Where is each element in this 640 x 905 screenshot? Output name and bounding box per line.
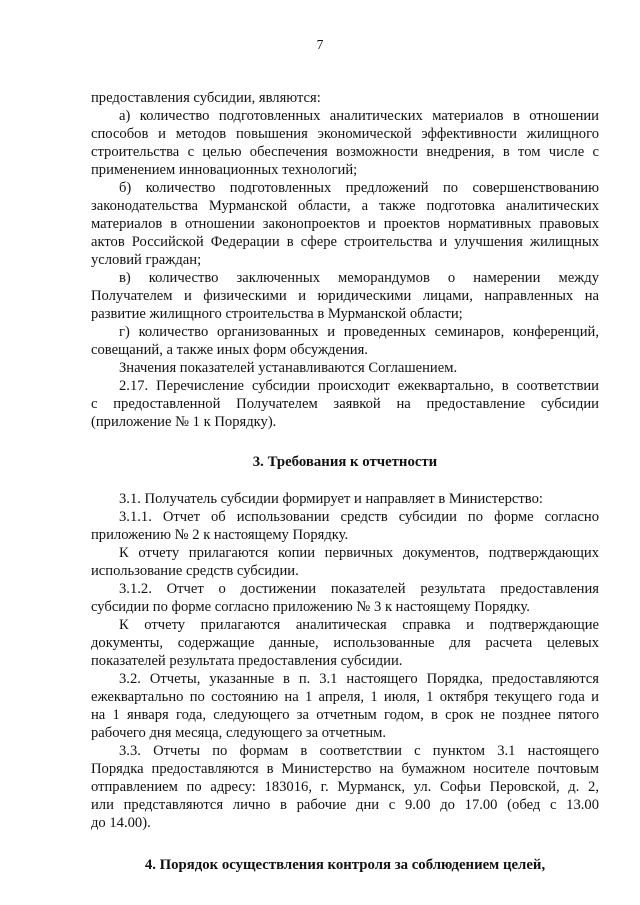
- paragraph-3-1-1-attachments: [91, 544, 599, 580]
- text-line: предоставления субсидии, являются:: [91, 90, 321, 106]
- text-line: строительства с целью обеспечения возможности внедрения, в том числе с: [91, 144, 599, 160]
- text-line: К отчету прилагаются аналитическая справка и подтверждающие: [119, 617, 599, 633]
- text-line: отправлением по адресу: 183016, г. Мурманск, ул. Софьи Перовской, д. 2,: [91, 779, 599, 795]
- text-line: использование средств субсидии.: [91, 563, 299, 579]
- paragraph-item-a: [91, 107, 599, 179]
- text-line: условий граждан;: [91, 252, 202, 268]
- text-line: субсидии по форме согласно приложению № 3 к настоящему Порядку.: [91, 599, 530, 615]
- text-line: ежеквартально по состоянию на 1 апреля, 1 июля, 1 октября текущего года и: [91, 689, 599, 705]
- text-line: 3.1.2. Отчет о достижении показателей результата предоставления: [119, 581, 599, 597]
- paragraph-2-17: [91, 377, 599, 431]
- text-line: актов Российской Федерации в сфере строительства и улучшения жилищных: [91, 234, 599, 250]
- text-line: приложению № 2 к настоящему Порядку.: [91, 527, 349, 543]
- page-number: 7: [316, 37, 324, 52]
- text-line: способов и методов повышения экономической эффективности жилищного: [91, 126, 599, 142]
- text-line: показателей результата предоставления субсидии.: [91, 653, 403, 669]
- paragraph-3-1: [91, 490, 599, 508]
- document-body: [91, 89, 599, 874]
- text-line: Значения показателей устанавливаются Соглашением.: [119, 360, 458, 376]
- text-line: 3.2. Отчеты, указанные в п. 3.1 настоящего Порядка, предоставляются: [119, 671, 599, 687]
- paragraph-item-b: [91, 179, 599, 269]
- text-line: документы, содержащие данные, использованные для расчета целевых: [91, 635, 599, 651]
- paragraph-item-v: [91, 269, 599, 323]
- paragraph-3-3: [91, 742, 599, 832]
- text-line: Порядка предоставляются в Министерство на бумажном носителе почтовым: [91, 761, 599, 777]
- paragraph-3-1-2: [91, 580, 599, 616]
- text-line: Получателем и физическими и юридическими лицами, направленных на: [91, 288, 599, 304]
- text-line: рабочего дня месяца, следующего за отчетным.: [91, 725, 386, 741]
- text-line: а) количество подготовленных аналитических материалов в отношении: [119, 108, 599, 124]
- text-line: с предоставленной Получателем заявкой на предоставление субсидии: [91, 396, 599, 412]
- text-line: в) количество заключенных меморандумов о намерении между: [119, 270, 599, 286]
- text-line: развитие жилищного строительства в Мурманской области;: [91, 306, 463, 322]
- text-line: 3.3. Отчеты по формам в соответствии с пунктом 3.1 настоящего: [119, 743, 599, 759]
- text-line: материалов в отношении законопроектов и проектов нормативных правовых: [91, 216, 599, 232]
- paragraph-intro: [91, 89, 599, 107]
- section-3-heading: 3. Требования к отчетности: [252, 454, 438, 470]
- text-line: применением инновационных технологий;: [91, 162, 358, 178]
- section-4-heading: 4. Порядок осуществления контроля за соблюдением целей,: [144, 857, 546, 873]
- text-line: законодательства Мурманской области, а также подготовка аналитических: [91, 198, 599, 214]
- text-line: на 1 января года, следующего за отчетным годом, в срок не позднее пятого: [91, 707, 599, 723]
- text-line: 2.17. Перечисление субсидии происходит ежеквартально, в соответствии: [119, 378, 599, 394]
- text-line: К отчету прилагаются копии первичных документов, подтверждающих: [119, 545, 599, 561]
- text-line: до 14.00).: [91, 815, 151, 831]
- text-line: 3.1. Получатель субсидии формирует и направляет в Министерство:: [119, 491, 543, 507]
- text-line: г) количество организованных и проведенных семинаров, конференций,: [119, 324, 599, 340]
- paragraph-3-1-2-attachments: [91, 616, 599, 670]
- text-line: 3.1.1. Отчет об использовании средств субсидии по форме согласно: [119, 509, 599, 525]
- paragraph-item-g: [91, 323, 599, 359]
- paragraph-3-2: [91, 670, 599, 742]
- text-line: (приложение № 1 к Порядку).: [91, 414, 277, 430]
- paragraph-3-1-1: [91, 508, 599, 544]
- text-line: совещаний, а также иных форм обсуждения.: [91, 342, 368, 358]
- paragraph-indicators: [91, 359, 599, 377]
- text-line: б) количество подготовленных предложений по совершенствованию: [119, 180, 599, 196]
- text-line: или представляются лично в рабочие дни с 9.00 до 17.00 (обед с 13.00: [91, 797, 599, 813]
